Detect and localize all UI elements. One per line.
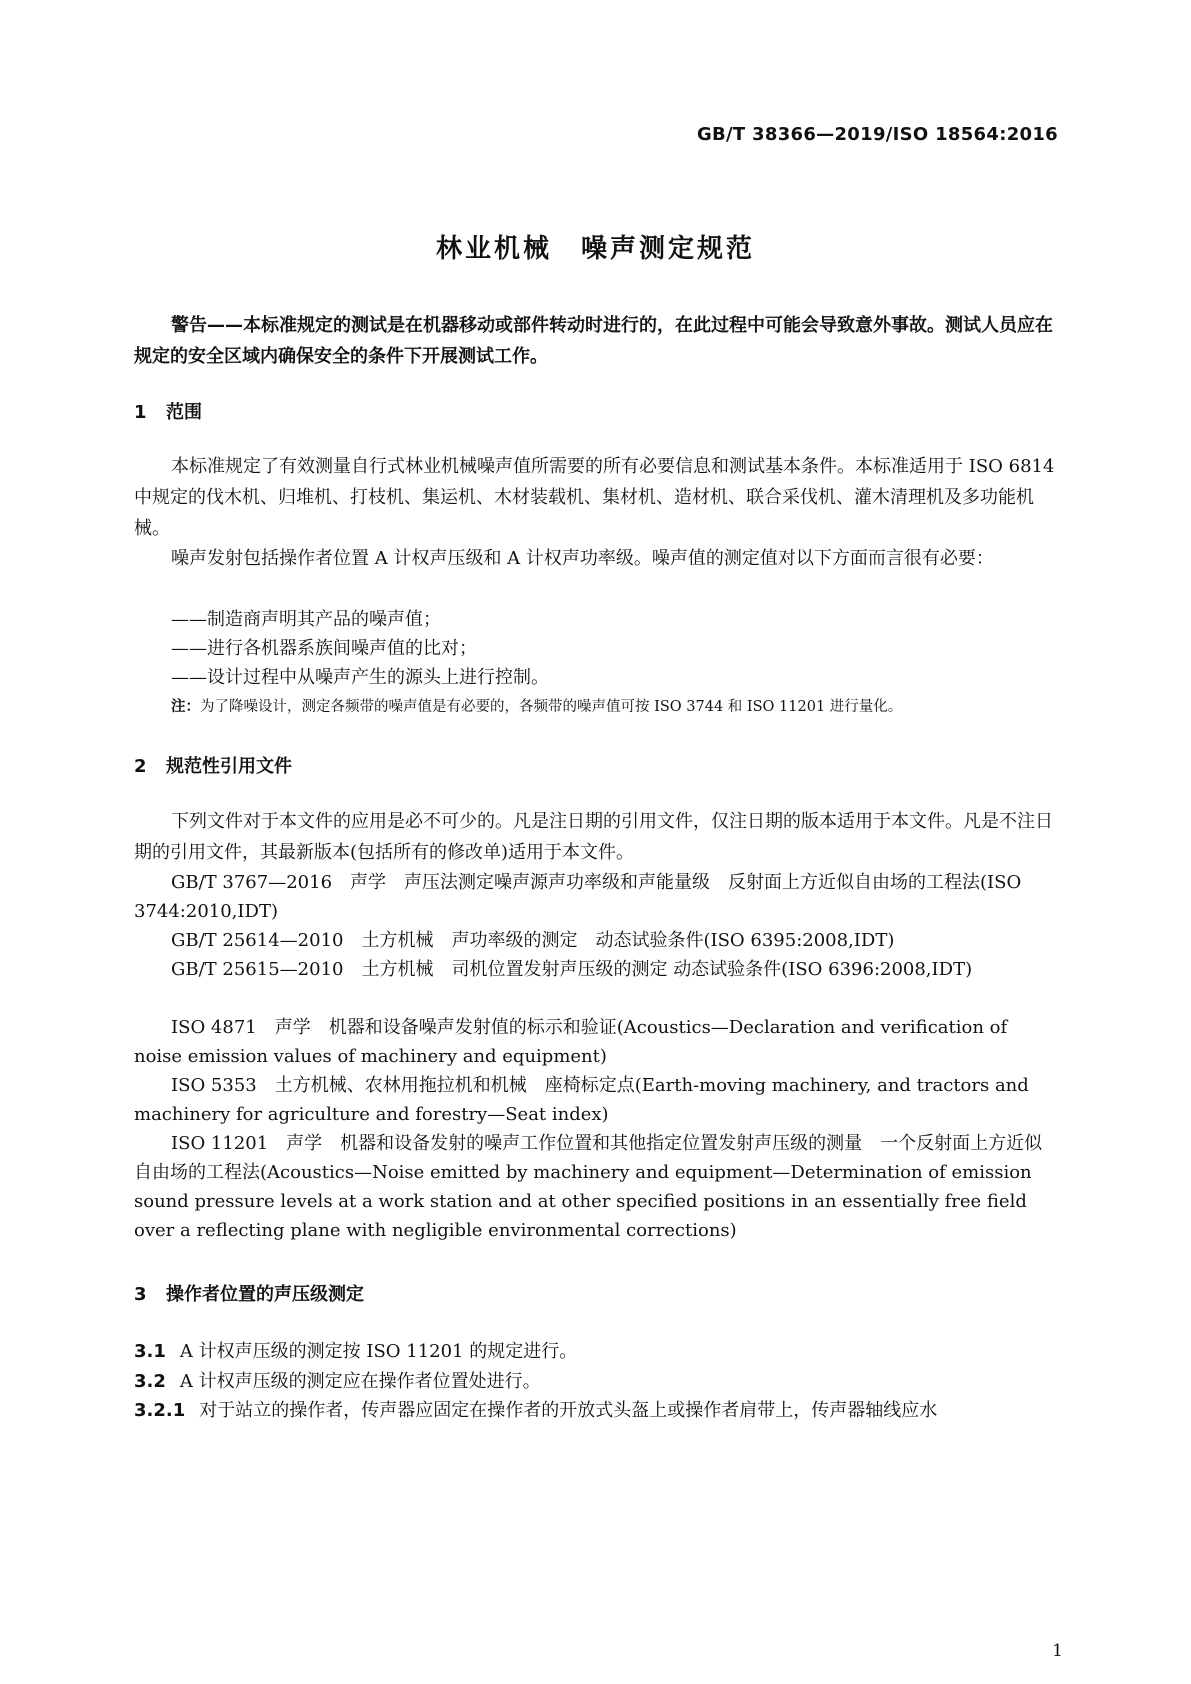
- section-number: 1: [134, 402, 147, 423]
- list-item: ——进行各机器系族间噪声值的比对；: [171, 638, 477, 659]
- scope-paragraph-2: 噪声发射包括操作者位置 A 计权声压级和 A 计权声功率级。噪声值的测定值对以下方面而言很有必要：: [171, 548, 994, 569]
- clause-3-1: [134, 1337, 577, 1363]
- note-label: 注：: [171, 699, 200, 715]
- clause-number: 3.1: [134, 1341, 166, 1362]
- clause-3-2: [134, 1367, 541, 1393]
- reference-item: ISO 5353 土方机械、农林用拖拉机和机械 座椅标定点(Earth-moving machinery, and tractors and machinery for agriculture and forestry—Seat index): [134, 1075, 1029, 1125]
- section-number: 2: [134, 756, 147, 777]
- reference-item: ISO 11201 声学 机器和设备发射的噪声工作位置和其他指定位置发射声压级的测量 一个反射面上方近似自由场的工程法(Acoustics—Noise emitted by machinery and equipment—Determination of emission sound pressure levels at a work station and at other specified positions in an essentially free field over a reflecting plane with negligible environmental corrections): [134, 1133, 1043, 1241]
- list-item: ——设计过程中从噪声产生的源头上进行控制。: [171, 667, 549, 688]
- section-title: 范围: [166, 402, 202, 423]
- reference-item: ISO 4871 声学 机器和设备噪声发射值的标示和验证(Acoustics—Declaration and verification of noise emission values of machinery and equipment): [134, 1017, 1008, 1067]
- standard-code: GB/T 38366—2019/ISO 18564:2016: [696, 124, 1058, 145]
- list-item: ——制造商声明其产品的噪声值；: [171, 609, 441, 630]
- section-title: 操作者位置的声压级测定: [166, 1284, 364, 1305]
- reference-item: GB/T 25614—2010 土方机械 声功率级的测定 动态试验条件(ISO 6395:2008,IDT): [171, 930, 895, 951]
- warning-paragraph: 警告——本标准规定的测试是在机器移动或部件转动时进行的，在此过程中可能会导致意外事故。测试人员应在规定的安全区域内确保安全的条件下开展测试工作。: [134, 315, 1053, 367]
- section-number: 3: [134, 1284, 147, 1305]
- section-3-heading: [134, 1280, 364, 1306]
- clause-number: 3.2: [134, 1371, 166, 1392]
- page-number: 1: [1052, 1641, 1063, 1661]
- clause-text: 对于站立的操作者，传声器应固定在操作者的开放式头盔上或操作者肩带上，传声器轴线应水: [199, 1400, 938, 1421]
- scope-paragraph-1: 本标准规定了有效测量自行式林业机械噪声值所需要的所有必要信息和测试基本条件。本标准适用于 ISO 6814 中规定的伐木机、归堆机、打枝机、集运机、木材装载机、集材机、造材机、联合采伐机、灌木清理机及多功能机械。: [134, 456, 1055, 539]
- note-text: 为了降噪设计，测定各频带的噪声值是有必要的，各频带的噪声值可按 ISO 3744 和 ISO 11201 进行量化。: [200, 699, 903, 715]
- reference-item: GB/T 25615—2010 土方机械 司机位置发射声压级的测定 动态试验条件(ISO 6396:2008,IDT): [171, 959, 973, 980]
- references-intro: 下列文件对于本文件的应用是必不可少的。凡是注日期的引用文件，仅注日期的版本适用于本文件。凡是不注日期的引用文件，其最新版本(包括所有的修改单)适用于本文件。: [134, 811, 1053, 863]
- page-title: 林业机械 噪声测定规范: [435, 234, 755, 264]
- reference-item: GB/T 3767—2016 声学 声压法测定噪声源声功率级和声能量级 反射面上方近似自由场的工程法(ISO 3744:2010,IDT): [134, 872, 1022, 922]
- clause-number: 3.2.1: [134, 1400, 186, 1421]
- clause-text: A 计权声压级的测定按 ISO 11201 的规定进行。: [179, 1341, 578, 1362]
- clause-text: A 计权声压级的测定应在操作者位置处进行。: [179, 1371, 541, 1392]
- section-1-heading: [134, 398, 202, 424]
- note: [171, 695, 902, 716]
- section-title: 规范性引用文件: [166, 756, 292, 777]
- section-2-heading: [134, 752, 292, 778]
- clause-3-2-1: [134, 1396, 937, 1422]
